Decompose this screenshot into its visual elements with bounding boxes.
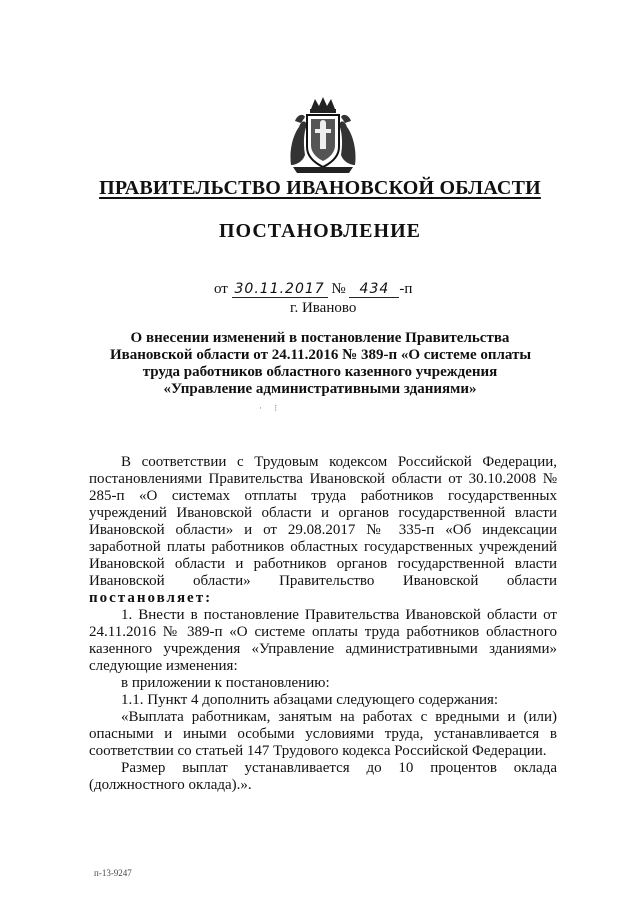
from-label: от bbox=[214, 281, 228, 297]
government-title: ПРАВИТЕЛЬСТВО ИВАНОВСКОЙ ОБЛАСТИ bbox=[99, 177, 541, 199]
inserted-text-2: Размер выплат устанавливается до 10 процентов оклада (должностного оклада).». bbox=[89, 760, 557, 793]
document-body bbox=[89, 454, 557, 794]
clause-1: 1. Внести в постановление Правительства Ивановской области от 24.11.2016 № 389-п «О системе оплаты труда работников областного казенного учреждения «Управление административными зданиями» следующие изменения: bbox=[89, 607, 557, 674]
decree-word: постановляет: bbox=[89, 590, 213, 606]
subject-line: труда работников областного казенного учреждения bbox=[142, 364, 498, 380]
subject-line: «Управление административными зданиями» bbox=[163, 381, 477, 397]
document-subject bbox=[110, 330, 530, 398]
preamble-text: В соответствии с Трудовым кодексом Российской Федерации, постановлениями Правительства Ивановской области от 30.10.2008 № 285-п «О системах отплаты труда работников государственных учреждений Ивановской области и органов государственной власти Ивановской области» и от 29.08.2017 № 335-п «Об индексации заработной платы работников областных государственных учреждений Ивановской области и работников органов государственной власти Ивановской области» Правительство Ивановской области bbox=[89, 454, 557, 589]
city-line: г. Иваново bbox=[290, 300, 357, 316]
inserted-text-1: «Выплата работникам, занятым на работах с вредными и (или) опасными и иными особыми условиями труда, устанавливается в соответствии со статьей 147 Трудового кодекса Российской Федерации. bbox=[89, 709, 557, 759]
handwritten-number: 434 bbox=[349, 281, 399, 298]
scan-marks: · ⁝ bbox=[259, 403, 283, 413]
number-suffix: -п bbox=[399, 281, 413, 297]
preamble-paragraph bbox=[89, 454, 557, 607]
handwritten-date: 30.11.2017 bbox=[232, 281, 328, 298]
subject-line: О внесении изменений в постановление Правительства bbox=[130, 330, 510, 346]
footer-code: п-13-9247 bbox=[94, 868, 132, 878]
subject-line: Ивановской области от 24.11.2016 № 389-п «О системе оплаты bbox=[110, 347, 532, 363]
ivanovo-coat-of-arms-icon bbox=[287, 95, 359, 175]
document-type: ПОСТАНОВЛЕНИЕ bbox=[219, 220, 421, 242]
clause-1-1: 1.1. Пункт 4 дополнить абзацами следующего содержания: bbox=[121, 692, 499, 708]
number-label: № bbox=[331, 281, 346, 297]
clause-appendix: в приложении к постановлению: bbox=[121, 675, 330, 691]
date-number-line bbox=[214, 281, 412, 298]
